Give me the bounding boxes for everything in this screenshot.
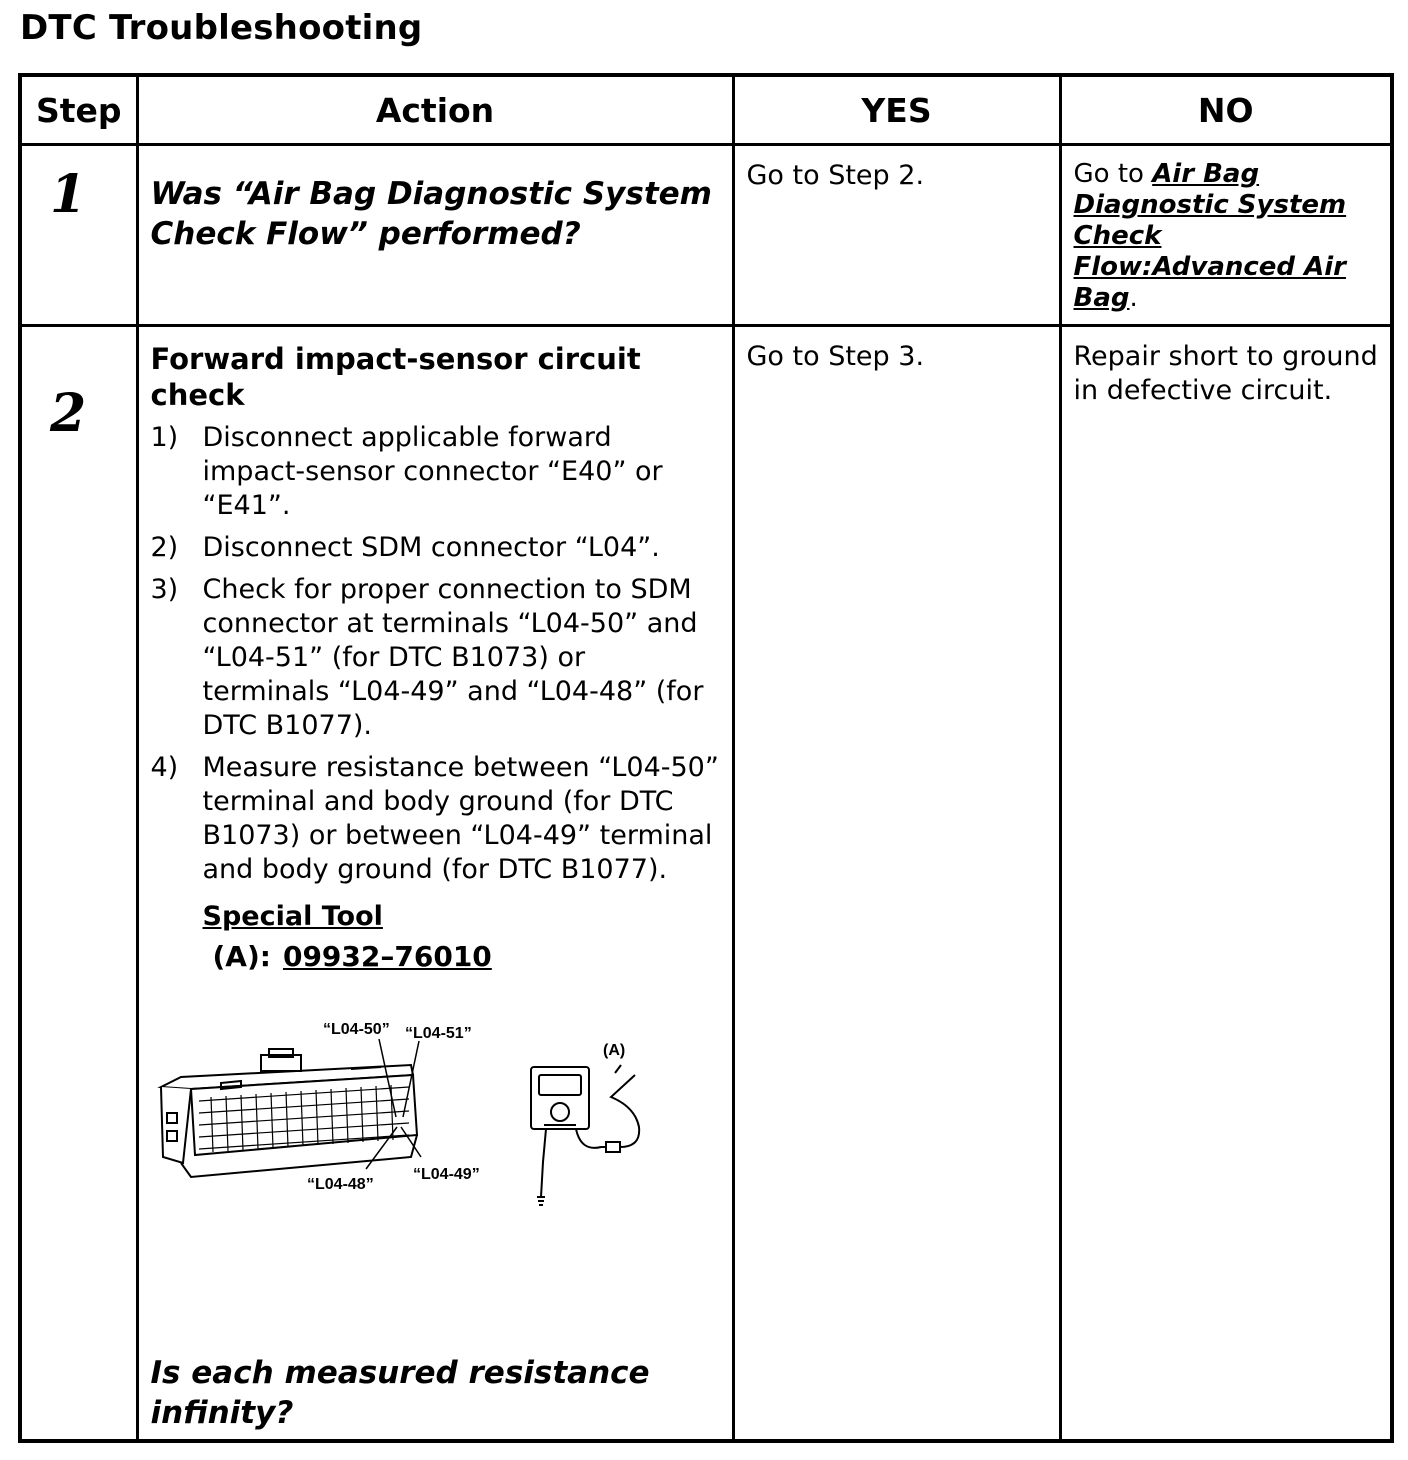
- action-question: Is each measured resistance infinity?: [150, 1355, 650, 1431]
- list-item: [151, 531, 720, 565]
- no-text: [1062, 146, 1391, 314]
- yes-text: Go to Step 3.: [746, 341, 925, 372]
- table-row: [20, 145, 1392, 326]
- tool-id: (A):: [212, 940, 271, 973]
- label-l04-50: “L04-50”: [322, 1021, 390, 1038]
- header-yes: YES: [733, 75, 1060, 145]
- ohmmeter-icon: [531, 1065, 639, 1205]
- label-tool-a: (A): [602, 1042, 625, 1059]
- list-item-text: Disconnect SDM connector “L04”.: [202, 532, 660, 563]
- label-l04-49: “L04-49”: [412, 1166, 480, 1183]
- label-l04-51: “L04-51”: [404, 1025, 472, 1042]
- step-number: 1: [50, 164, 87, 225]
- action-content: [139, 327, 732, 1431]
- action-title: Forward impact-sensor circuit check: [150, 342, 641, 412]
- list-item-number: 3): [150, 574, 179, 605]
- list-item-text: Check for proper connection to SDM connector at terminals “L04-50” and “L04-51” (for DTC B1073) or terminals “L04-49” and “L04-48” (for DTC B1077).: [202, 574, 704, 741]
- list-item-text: Measure resistance between “L04-50” terminal and body ground (for DTC B1073) or between “L04-49” terminal and body ground (for DTC B1077).: [202, 752, 719, 885]
- label-l04-48: “L04-48”: [306, 1176, 374, 1193]
- header-no: NO: [1060, 75, 1392, 145]
- action-cell: [137, 326, 733, 1442]
- connector-diagram: [151, 1017, 711, 1217]
- list-item: [151, 751, 720, 887]
- table-header-row: [20, 75, 1392, 145]
- connector-diagram-svg: [151, 1017, 711, 1217]
- list-item: [151, 573, 720, 743]
- table-row: [20, 326, 1392, 1442]
- check-flow-link[interactable]: Air Bag Diagnostic System Check Flow:Advanced Air Bag: [1073, 159, 1347, 313]
- list-item: [151, 421, 720, 523]
- header-action: Action: [137, 75, 733, 145]
- tool-line: [213, 940, 720, 973]
- no-cell: [1060, 326, 1392, 1442]
- tool-number-link[interactable]: 09932–76010: [282, 940, 492, 973]
- list-item-text: Disconnect applicable forward impact-sensor connector “E40” or “E41”.: [202, 422, 663, 521]
- step-cell: [20, 145, 137, 326]
- troubleshooting-table: [18, 73, 1394, 1443]
- special-tool-link[interactable]: Special Tool: [202, 901, 383, 932]
- no-cell: [1060, 145, 1392, 326]
- no-text: Repair short to ground in defective circuit.: [1073, 341, 1378, 406]
- no-suffix: .: [1129, 283, 1138, 313]
- header-step: Step: [20, 75, 137, 145]
- list-item-number: 1): [150, 422, 179, 453]
- page-title: DTC Troubleshooting: [20, 8, 423, 48]
- no-prefix: Go to: [1073, 159, 1153, 189]
- step-cell: [20, 326, 137, 1442]
- action-question: Was “Air Bag Diagnostic System Check Flow” performed?: [150, 176, 712, 252]
- yes-cell: [733, 326, 1060, 1442]
- yes-cell: [733, 145, 1060, 326]
- list-item-number: 4): [150, 752, 179, 783]
- step-number: 2: [50, 383, 87, 444]
- yes-text: Go to Step 2.: [746, 160, 925, 191]
- action-cell: [137, 145, 733, 326]
- list-item-number: 2): [150, 532, 179, 563]
- procedure-list: [151, 421, 720, 887]
